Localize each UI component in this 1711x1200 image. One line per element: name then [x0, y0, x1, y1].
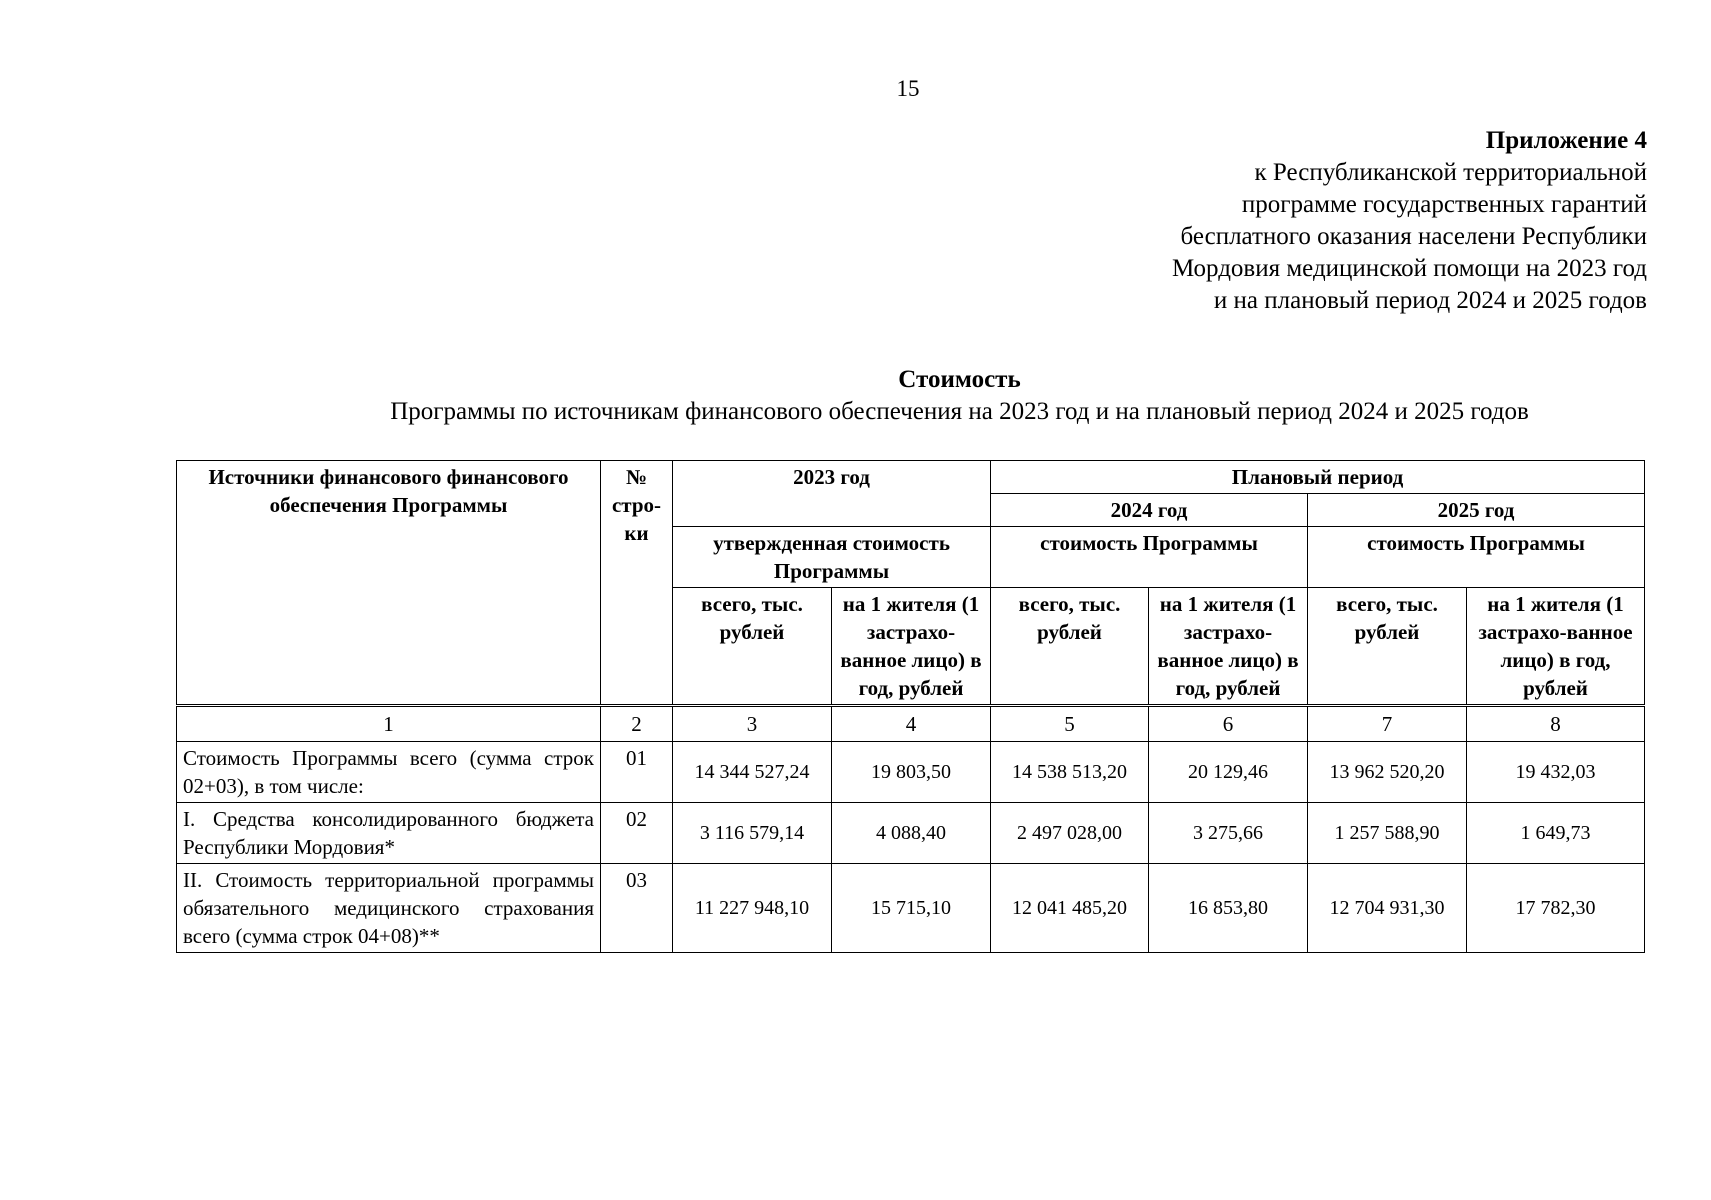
column-number: 1 [177, 706, 601, 742]
column-number: 8 [1467, 706, 1645, 742]
cell-value: 13 962 520,20 [1308, 742, 1467, 803]
header-approved-cost: утвержденная стоимость Программы [673, 527, 991, 588]
column-number: 3 [673, 706, 832, 742]
cell-value: 19 432,03 [1467, 742, 1645, 803]
cell-value: 19 803,50 [832, 742, 991, 803]
header-program-cost-2025: стоимость Программы [1308, 527, 1645, 588]
cell-value: 12 041 485,20 [991, 864, 1149, 953]
header-year-2023: 2023 год [673, 461, 991, 527]
column-number: 7 [1308, 706, 1467, 742]
cell-value: 14 538 513,20 [991, 742, 1149, 803]
cell-value: 3 116 579,14 [673, 803, 832, 864]
cell-value: 11 227 948,10 [673, 864, 832, 953]
cell-value: 12 704 931,30 [1308, 864, 1467, 953]
cell-value: 15 715,10 [832, 864, 991, 953]
column-number: 4 [832, 706, 991, 742]
appendix-line: программе государственных гарантий [1241, 191, 1647, 218]
row-label: Стоимость Программы всего (сумма строк 02+03), в том числе: [177, 742, 601, 803]
column-number: 6 [1149, 706, 1308, 742]
cell-value: 2 497 028,00 [991, 803, 1149, 864]
header-year-2025: 2025 год [1308, 494, 1645, 527]
header-per-resident-2025: на 1 жителя (1 застрахо-ванное лицо) в год, рублей [1467, 588, 1645, 706]
cell-value: 3 275,66 [1149, 803, 1308, 864]
header-per-resident-2024: на 1 жителя (1 застрахо-ванное лицо) в год, рублей [1149, 588, 1308, 706]
row-code: 01 [601, 742, 673, 803]
appendix-line: к Республиканской территориальной [1254, 159, 1647, 186]
cost-table [176, 460, 1645, 953]
row-code: 03 [601, 864, 673, 953]
header-source: Источники финансового финансового обеспечения Программы [177, 461, 601, 706]
document-title: Стоимость [898, 366, 1021, 393]
row-label: I. Средства консолидированного бюджета Республики Мордовия* [177, 803, 601, 864]
cell-value: 20 129,46 [1149, 742, 1308, 803]
header-program-cost-2024: стоимость Программы [991, 527, 1308, 588]
header-planned-period: Плановый период [991, 461, 1645, 494]
header-total-2023: всего, тыс. рублей [673, 588, 832, 706]
row-label: II. Стоимость территориальной программы обязательного медицинского страхования всего (сумма строк 04+08)** [177, 864, 601, 953]
cell-value: 1 649,73 [1467, 803, 1645, 864]
cell-value: 4 088,40 [832, 803, 991, 864]
column-number-row [177, 706, 1645, 742]
page-number: 15 [896, 76, 920, 101]
cell-value: 17 782,30 [1467, 864, 1645, 953]
header-year-2024: 2024 год [991, 494, 1308, 527]
appendix-line: бесплатного оказания населени Республики [1180, 223, 1647, 250]
header-line-number: № стро-ки [601, 461, 673, 706]
cell-value: 16 853,80 [1149, 864, 1308, 953]
cell-value: 14 344 527,24 [673, 742, 832, 803]
column-number: 2 [601, 706, 673, 742]
table-row [177, 864, 1645, 953]
appendix-line: Мордовия медицинской помощи на 2023 год [1171, 255, 1647, 282]
appendix-title: Приложение 4 [1485, 127, 1647, 154]
appendix-block [947, 125, 1647, 317]
header-total-2025: всего, тыс. рублей [1308, 588, 1467, 706]
table-row [177, 803, 1645, 864]
appendix-line: и на плановый период 2024 и 2025 годов [1213, 287, 1647, 314]
table-row [177, 742, 1645, 803]
row-code: 02 [601, 803, 673, 864]
column-number: 5 [991, 706, 1149, 742]
header-per-resident-2023: на 1 жителя (1 застрахо-ванное лицо) в год, рублей [832, 588, 991, 706]
cell-value: 1 257 588,90 [1308, 803, 1467, 864]
document-subtitle: Программы по источникам финансового обеспечения на 2023 год и на плановый период 2024 и 2025 годов [390, 398, 1529, 425]
header-total-2024: всего, тыс. рублей [991, 588, 1149, 706]
